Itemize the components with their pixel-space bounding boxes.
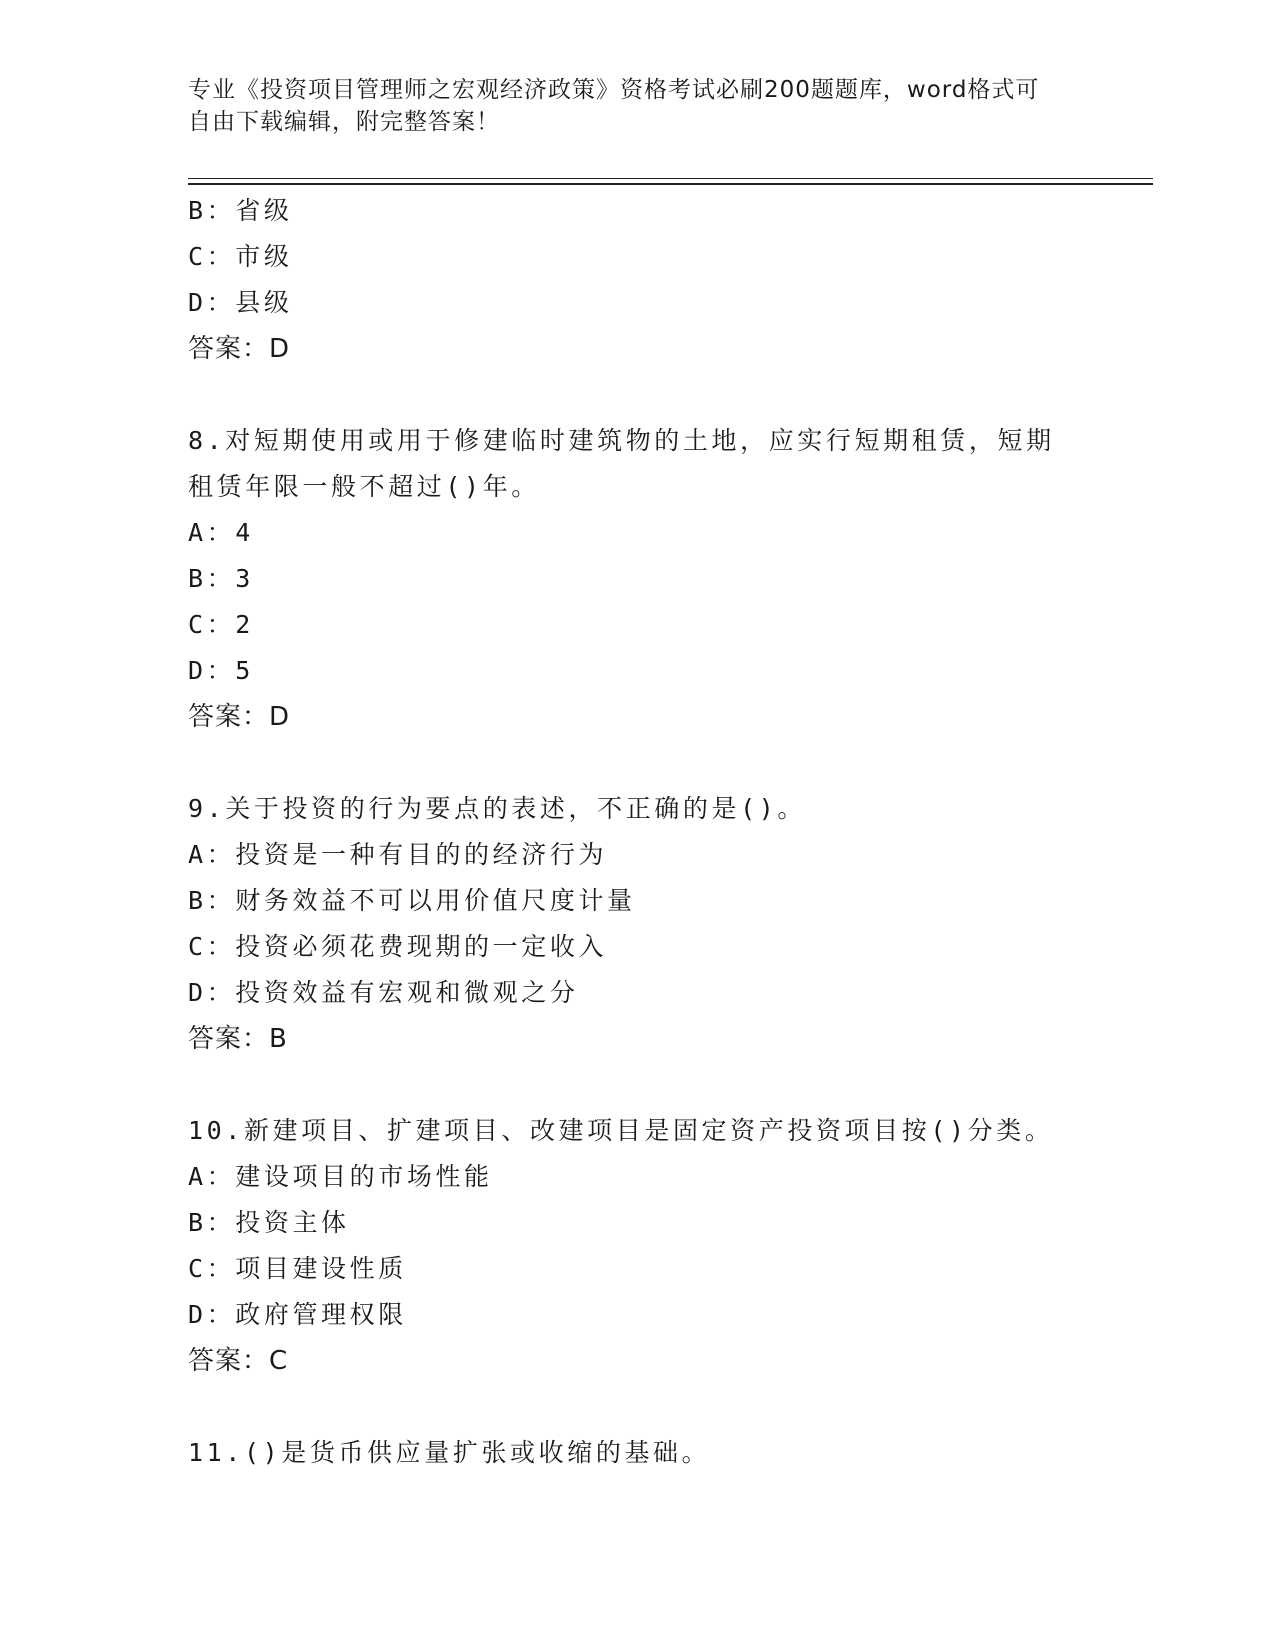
option-b: B：省级 <box>188 196 293 225</box>
header-line-1: 专业《投资项目管理师之宏观经济政策》资格考试必刷200题题库，word格式可 <box>188 77 1040 103</box>
option-a: A：投资是一种有目的的经济行为 <box>188 840 608 869</box>
header-line-2: 自由下载编辑，附完整答案！ <box>188 109 500 135</box>
option-c: C：项目建设性质 <box>188 1254 407 1283</box>
question-7-tail <box>188 188 1148 372</box>
question-stem: 10.新建项目、扩建项目、改建项目是固定资产投资项目按()分类。 <box>188 1116 1054 1145</box>
question-9 <box>188 786 1148 1062</box>
option-d: D：5 <box>188 656 254 685</box>
header-divider-thick <box>188 183 1153 185</box>
document-header <box>188 74 1068 138</box>
answer: 答案：D <box>188 702 291 732</box>
answer: 答案：D <box>188 334 291 364</box>
option-b: B：3 <box>188 564 254 593</box>
option-a: A：4 <box>188 518 254 547</box>
question-8 <box>188 418 1148 740</box>
spacer <box>188 372 1148 418</box>
option-b: B：财务效益不可以用价值尺度计量 <box>188 886 636 915</box>
question-list <box>188 188 1148 1476</box>
answer: 答案：B <box>188 1024 288 1054</box>
question-stem: 9.关于投资的行为要点的表述，不正确的是()。 <box>188 794 807 823</box>
spacer <box>188 1062 1148 1108</box>
header-divider-thin <box>188 178 1153 179</box>
option-a: A：建设项目的市场性能 <box>188 1162 493 1191</box>
spacer <box>188 1384 1148 1430</box>
question-11 <box>188 1430 1148 1476</box>
option-b: B：投资主体 <box>188 1208 350 1237</box>
answer: 答案：C <box>188 1346 289 1376</box>
question-stem: 11.()是货币供应量扩张或收缩的基础。 <box>188 1438 711 1467</box>
option-c: C：投资必须花费现期的一定收入 <box>188 932 608 961</box>
option-d: D：政府管理权限 <box>188 1300 407 1329</box>
option-c: C：2 <box>188 610 254 639</box>
question-stem-line-2: 租赁年限一般不超过()年。 <box>188 472 540 501</box>
option-c: C：市级 <box>188 242 293 271</box>
spacer <box>188 740 1148 786</box>
option-d: D：投资效益有宏观和微观之分 <box>188 978 579 1007</box>
option-d: D：县级 <box>188 288 293 317</box>
question-10 <box>188 1108 1148 1384</box>
question-stem-line-1: 8.对短期使用或用于修建临时建筑物的土地，应实行短期租赁，短期 <box>188 426 1055 455</box>
